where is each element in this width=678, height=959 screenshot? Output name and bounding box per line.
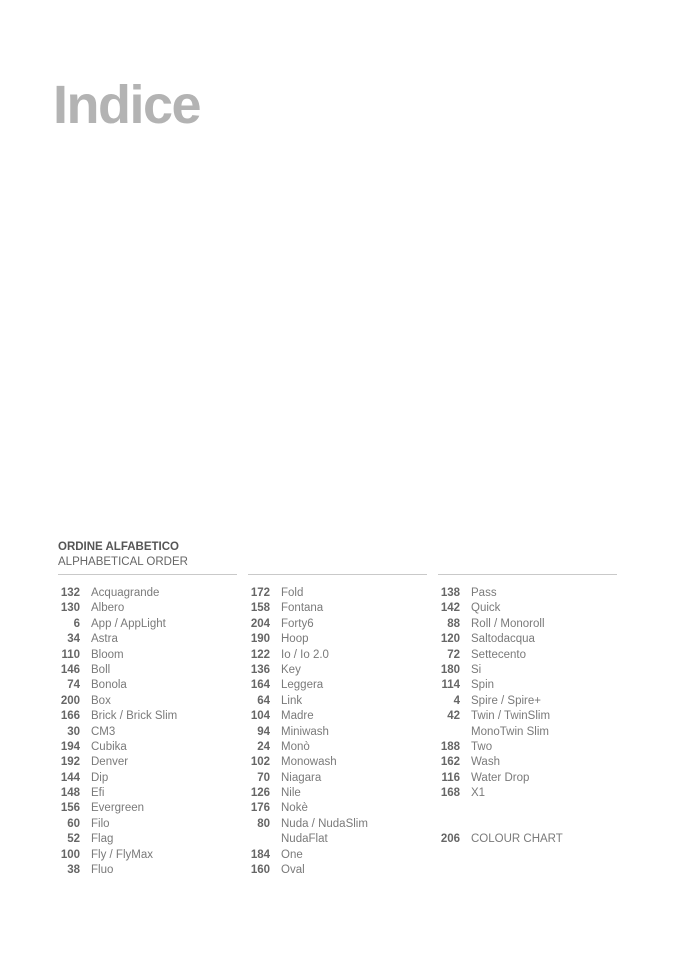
- product-name: Dip: [91, 771, 109, 784]
- page-number: 6: [73, 617, 80, 630]
- product-name: Box: [91, 694, 111, 707]
- page-number: 74: [67, 679, 80, 692]
- product-name: Twin / TwinSlim: [471, 710, 551, 723]
- colour-chart-entry[interactable]: [436, 832, 626, 847]
- index-entry[interactable]: [436, 740, 626, 755]
- page-number: 146: [60, 663, 80, 676]
- product-name: Efi: [91, 787, 105, 800]
- index-entry[interactable]: [56, 863, 246, 878]
- index-entry[interactable]: [56, 755, 246, 770]
- page-number: 132: [60, 587, 80, 599]
- product-name: Two: [471, 740, 493, 753]
- index-column-2: [246, 586, 436, 878]
- page-number: 158: [250, 602, 270, 615]
- index-entry[interactable]: [246, 678, 436, 693]
- page-number: 94: [257, 725, 270, 738]
- index-entry[interactable]: [246, 848, 436, 863]
- colour-chart-label: COLOUR CHART: [471, 833, 563, 846]
- index-entry[interactable]: [56, 632, 246, 647]
- index-entry[interactable]: [56, 617, 246, 632]
- index-entry[interactable]: [436, 786, 626, 801]
- index-entry[interactable]: [436, 725, 626, 740]
- product-name: Bloom: [91, 648, 124, 661]
- index-entry[interactable]: [246, 740, 436, 755]
- page-number: 162: [440, 756, 460, 769]
- product-name: Settecento: [471, 648, 526, 661]
- page-number: 120: [440, 633, 460, 646]
- product-name: Io / Io 2.0: [281, 648, 329, 661]
- index-entry[interactable]: [56, 771, 246, 786]
- index-entry[interactable]: [246, 725, 436, 740]
- product-name: One: [281, 848, 303, 861]
- product-name: Filo: [91, 817, 110, 830]
- page-number: 126: [250, 787, 270, 800]
- product-name: Roll / Monoroll: [471, 617, 545, 630]
- index-entry[interactable]: [246, 648, 436, 663]
- product-name: NudaFlat: [281, 833, 328, 846]
- index-entry[interactable]: [436, 586, 626, 601]
- product-name: Oval: [281, 864, 305, 877]
- page-number: 164: [250, 679, 270, 692]
- index-entry[interactable]: [56, 694, 246, 709]
- index-entry[interactable]: [246, 801, 436, 816]
- page-number: 192: [60, 756, 80, 769]
- page-number: 136: [250, 663, 270, 676]
- product-name: Link: [281, 694, 303, 707]
- product-name: Si: [471, 663, 482, 676]
- index-entry[interactable]: [56, 740, 246, 755]
- page-number: 206: [440, 833, 460, 846]
- page-number: 38: [67, 864, 80, 877]
- heading-italian: ORDINE ALFABETICO: [58, 541, 179, 553]
- page-number: 166: [60, 710, 80, 723]
- product-name: Leggera: [281, 679, 324, 692]
- product-name: Nile: [281, 787, 301, 800]
- index-entry[interactable]: [436, 663, 626, 678]
- index-entry[interactable]: [246, 663, 436, 678]
- index-entry[interactable]: [246, 771, 436, 786]
- product-name: Saltodacqua: [471, 633, 535, 646]
- product-name: Bonola: [91, 679, 127, 692]
- page-number: 160: [250, 864, 270, 877]
- column-divider: [58, 574, 237, 575]
- page-number: 100: [60, 848, 80, 861]
- page-number: 130: [60, 602, 80, 615]
- product-name: Nuda / NudaSlim: [281, 817, 368, 830]
- index-entry[interactable]: [56, 663, 246, 678]
- page-number: 64: [257, 694, 270, 707]
- heading-english: ALPHABETICAL ORDER: [58, 556, 188, 568]
- page-number: 188: [440, 740, 460, 753]
- page-number: 172: [250, 587, 270, 599]
- page-number: 204: [250, 617, 270, 630]
- page-number: 42: [447, 710, 460, 723]
- product-name: Fly / FlyMax: [91, 848, 153, 861]
- index-entry[interactable]: [56, 817, 246, 832]
- product-name: Wash: [471, 756, 500, 769]
- product-name: Pass: [471, 587, 497, 599]
- section-heading: [58, 540, 188, 570]
- page-number: [436, 725, 460, 740]
- page-title: Indice: [53, 75, 201, 135]
- product-name: MonoTwin Slim: [471, 725, 549, 738]
- index-entry[interactable]: [246, 755, 436, 770]
- index-entry[interactable]: [56, 786, 246, 801]
- product-name: Acquagrande: [91, 587, 160, 599]
- column-divider: [438, 574, 617, 575]
- index-entry[interactable]: [436, 755, 626, 770]
- product-name: Cubika: [91, 740, 127, 753]
- index-entry[interactable]: [56, 586, 246, 601]
- page-number: 194: [60, 740, 80, 753]
- product-name: CM3: [91, 725, 116, 738]
- index-entry[interactable]: [246, 694, 436, 709]
- page-number: 184: [250, 848, 270, 861]
- product-name: Spin: [471, 679, 495, 692]
- index-entry[interactable]: [436, 617, 626, 632]
- page-number: 102: [250, 756, 270, 769]
- page-number: 60: [67, 817, 80, 830]
- page-number: 24: [257, 740, 270, 753]
- product-name: Spire / Spire+: [471, 694, 541, 707]
- page-number: 148: [60, 787, 80, 800]
- page-number: 30: [67, 725, 80, 738]
- page-number: [246, 832, 270, 847]
- index-entry[interactable]: [246, 832, 436, 847]
- page-number: 4: [453, 694, 460, 707]
- index-entry[interactable]: [436, 694, 626, 709]
- page-number: 168: [440, 787, 460, 800]
- product-name: Monowash: [281, 756, 337, 769]
- index-entry[interactable]: [246, 817, 436, 832]
- page-number: 114: [441, 679, 460, 692]
- column-divider: [248, 574, 427, 575]
- page-number: 144: [60, 771, 80, 784]
- product-name: Key: [281, 663, 301, 676]
- page-number: 122: [250, 648, 270, 661]
- index-entry[interactable]: [56, 648, 246, 663]
- page-number: 142: [440, 602, 460, 615]
- product-name: Flag: [91, 833, 114, 846]
- page-number: 110: [61, 648, 80, 661]
- product-name: Albero: [91, 602, 125, 615]
- page-number: 156: [60, 802, 80, 815]
- page-number: 70: [257, 771, 270, 784]
- spacer: [436, 801, 626, 832]
- product-name: Miniwash: [281, 725, 329, 738]
- page-number: 200: [60, 694, 80, 707]
- index-entry[interactable]: [246, 617, 436, 632]
- index-entry[interactable]: [436, 601, 626, 616]
- product-name: Fluo: [91, 864, 114, 877]
- index-entry[interactable]: [246, 586, 436, 601]
- page-number: 72: [447, 648, 460, 661]
- product-name: Water Drop: [471, 771, 530, 784]
- index-entry[interactable]: [436, 709, 626, 724]
- product-name: Madre: [281, 710, 314, 723]
- index-entry[interactable]: [56, 832, 246, 847]
- product-name: Hoop: [281, 633, 309, 646]
- product-name: Nokè: [281, 802, 308, 815]
- page-number: 104: [250, 710, 270, 723]
- page-number: 116: [441, 771, 460, 784]
- product-name: Fold: [281, 587, 304, 599]
- product-name: Evergreen: [91, 802, 145, 815]
- index-entry[interactable]: [436, 678, 626, 693]
- product-name: Monò: [281, 740, 310, 753]
- page-number: 80: [257, 817, 270, 830]
- index-entry[interactable]: [56, 848, 246, 863]
- product-name: Niagara: [281, 771, 322, 784]
- page-number: 88: [447, 617, 460, 630]
- product-name: Boll: [91, 663, 111, 676]
- index-entry[interactable]: [436, 771, 626, 786]
- product-name: X1: [471, 787, 486, 800]
- index-entry[interactable]: [56, 801, 246, 816]
- product-name: Denver: [91, 756, 129, 769]
- index-entry[interactable]: [56, 725, 246, 740]
- product-name: Forty6: [281, 617, 314, 630]
- index-entry[interactable]: [56, 709, 246, 724]
- product-name: Astra: [91, 633, 118, 646]
- index-entry[interactable]: [246, 863, 436, 878]
- index-column-3: [436, 586, 626, 848]
- index-entry[interactable]: [56, 678, 246, 693]
- index-entry[interactable]: [436, 632, 626, 647]
- product-name: Fontana: [281, 602, 324, 615]
- index-entry[interactable]: [246, 709, 436, 724]
- page-number: 180: [440, 663, 460, 676]
- page-number: 34: [67, 633, 80, 646]
- product-name: Quick: [471, 602, 501, 615]
- page-number: 190: [250, 633, 270, 646]
- page-number: 138: [440, 587, 460, 599]
- product-name: Brick / Brick Slim: [91, 710, 178, 723]
- product-name: App / AppLight: [91, 617, 166, 630]
- index-entry[interactable]: [246, 632, 436, 647]
- index-entry[interactable]: [246, 786, 436, 801]
- index-column-1: [56, 586, 246, 878]
- page-number: 52: [67, 833, 80, 846]
- index-entry[interactable]: [436, 648, 626, 663]
- index-entry[interactable]: [56, 601, 246, 616]
- index-entry[interactable]: [246, 601, 436, 616]
- page-number: 176: [250, 802, 270, 815]
